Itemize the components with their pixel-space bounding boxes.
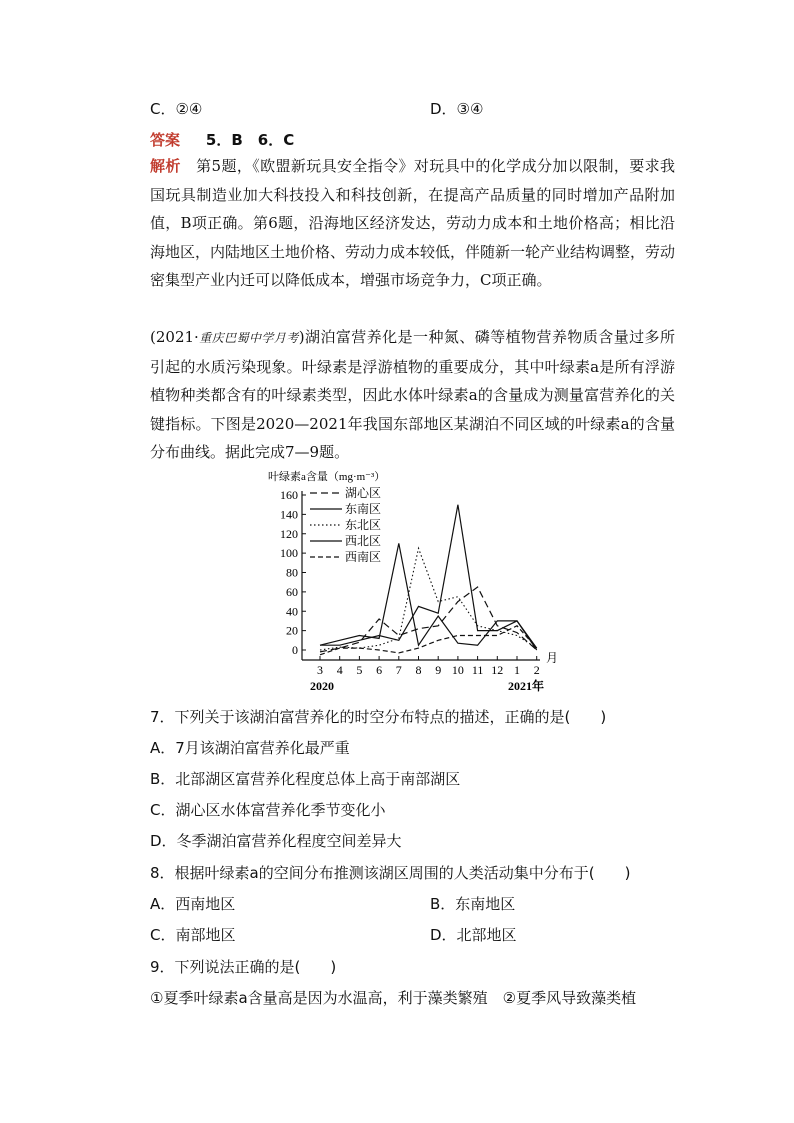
- chart-axes: [302, 491, 540, 660]
- q8-option-a: A．西南地区: [150, 895, 236, 913]
- y-tick-label: 60: [286, 584, 298, 599]
- y-tick-label: 100: [280, 546, 298, 561]
- x-tick-label: 2: [533, 663, 540, 677]
- q7-option-c: C．湖心区水体富营养化季节变化小: [150, 801, 386, 819]
- chlorophyll-line-chart: [262, 462, 562, 702]
- q7-stem: 7．下列关于该湖泊富营养化的时空分布特点的描述，正确的是( ): [150, 708, 607, 726]
- q7-option-b: B．北部湖区富营养化程度总体上高于南部湖区: [150, 770, 461, 788]
- year-end-label: 2021年: [508, 679, 545, 693]
- y-tick-label: 120: [280, 526, 298, 541]
- y-tick-label: 40: [286, 604, 298, 619]
- x-tick-label: 5: [356, 663, 363, 677]
- x-tick-label: 9: [435, 663, 442, 677]
- q8-option-d: D．北部地区: [430, 926, 517, 944]
- x-tick-label: 7: [395, 663, 402, 677]
- intro-paragraph: [150, 323, 675, 467]
- legend-label: 东北区: [345, 518, 382, 532]
- x-tick-label: 3: [317, 663, 323, 677]
- analysis-text: 第5题，《欧盟新玩具安全指令》对玩具中的化学成分加以限制，要求我国玩具制造业加大科技投入和科技创新，在提高产品质量的同时增加产品附加值，B项正确。第6题，沿海地区经济发达，劳动力成本和土地价格高；相比沿海地区，内陆地区土地价格、劳动力成本较低，伴随新一轮产业结构调整，劳动密集型产业内迁可以降低成本，增强市场竞争力，C项正确。: [150, 157, 676, 289]
- answer-label: 答案: [150, 131, 181, 149]
- y-axis-label: 叶绿素a含量（mg·m⁻³）: [268, 471, 386, 483]
- q7-option-d: D．冬季湖泊富营养化程度空间差异大: [150, 832, 402, 850]
- intro-open: (2021·: [150, 328, 199, 346]
- x-ticks: [317, 656, 540, 677]
- q9-stem: 9．下列说法正确的是( ): [150, 958, 337, 976]
- q7-option-a: A．7月该湖泊富营养化最严重: [150, 739, 350, 757]
- x-tick-label: 1: [514, 663, 520, 677]
- y-tick-label: 20: [286, 623, 298, 638]
- x-axis-label: 月: [546, 651, 559, 665]
- answer-text: 5．B 6．C: [205, 131, 295, 149]
- option-d-prev: D．③④: [430, 100, 484, 118]
- y-tick-label: 80: [286, 565, 298, 580]
- analysis-paragraph: [150, 152, 675, 295]
- y-tick-label: 0: [292, 643, 298, 657]
- answer-line: [150, 129, 294, 150]
- legend-label: 西北区: [345, 534, 382, 548]
- x-tick-label: 6: [376, 663, 383, 677]
- q9-line1: ①夏季叶绿素a含量高是因为水温高，利于藻类繁殖 ②夏季风导致藻类植: [150, 989, 637, 1007]
- legend-label: 西南区: [345, 550, 382, 564]
- chart-legend: [310, 485, 381, 564]
- intro-text: )湖泊富营养化是一种氮、磷等植物营养物质含量过多所引起的水质污染现象。叶绿素是浮游植物的重要成分，其中叶绿素a是所有浮游植物种类都含有的叶绿素类型，因此水体叶绿素a的含量成为测量富营养化的关键指标。下图是2020—2021年我国东部地区某湖泊不同区域的叶绿素a的含量分布曲线。据此完成7—9题。: [150, 328, 675, 461]
- intro-source: 重庆巴蜀中学月考: [198, 331, 299, 345]
- q8-option-b: B．东南地区: [430, 895, 516, 913]
- q8-option-c: C．南部地区: [150, 926, 236, 944]
- q8-stem: 8．根据叶绿素a的空间分布推测该湖区周围的人类活动集中分布于( ): [150, 864, 631, 882]
- x-tick-label: 12: [491, 663, 504, 677]
- option-c-prev: C．②④: [150, 100, 203, 118]
- year-start-label: 2020: [310, 679, 334, 693]
- legend-label: 东南区: [345, 502, 382, 516]
- legend-label: 湖心区: [345, 486, 382, 500]
- x-tick-label: 4: [336, 663, 343, 677]
- analysis-label: 解析: [150, 157, 181, 175]
- y-tick-label: 140: [280, 507, 298, 522]
- x-tick-label: 10: [451, 663, 464, 677]
- x-tick-label: 11: [471, 663, 484, 677]
- y-tick-label: 160: [280, 488, 298, 502]
- x-tick-label: 8: [415, 663, 422, 677]
